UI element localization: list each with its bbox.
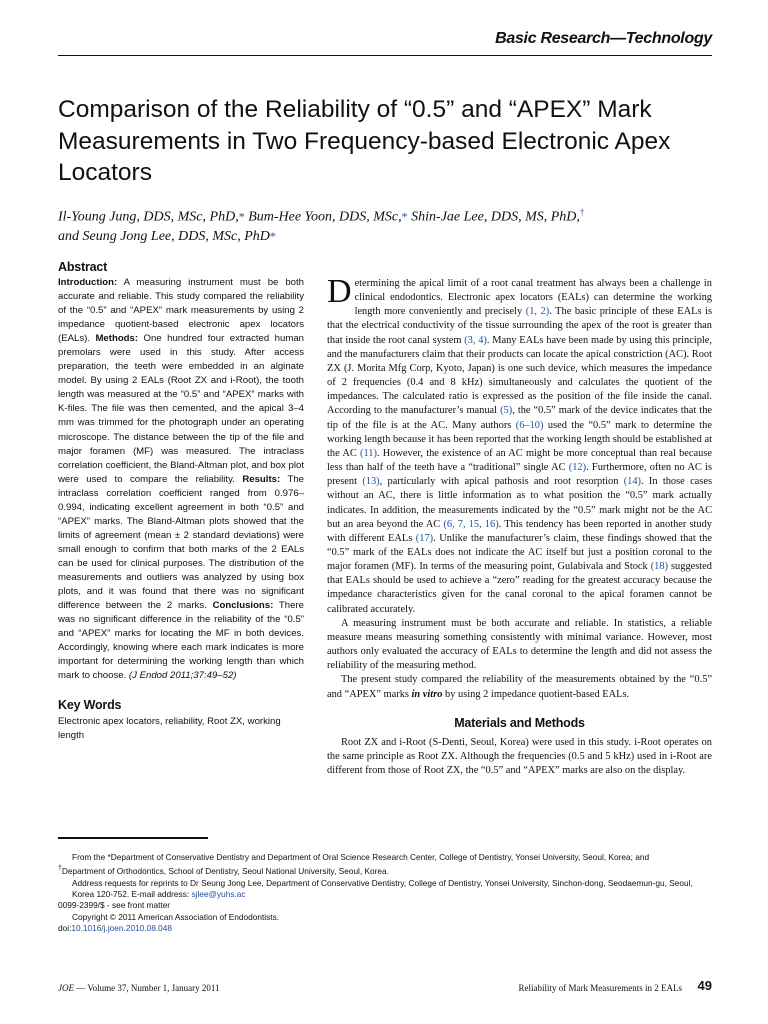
page-number: 49 (697, 978, 712, 993)
abstract-intro-label: Introduction: (58, 277, 118, 288)
drop-cap: D (327, 273, 352, 310)
abstract-results-label: Results: (242, 473, 281, 485)
abstract-methods: One hundred four extracted human premolars were used in this study. After access preparation, the teeth were embedded in an alginate model. By using 2 EALs (Root ZX and i-Root), the tooth length was measured at the “0.5” and “APEX” marks with K-files. The file was then cemented, and the apical 3–4 mm was trimmed for the photograph under an operating microscope. The distance between the tip of the file and major foramen (MF) was measured. The intraclass correlation coefficient, the Bland-Altman plot, and box plot were used to compare the reliability. (58, 333, 304, 485)
footnotes (58, 852, 714, 935)
footnote-affiliation: From the *Department of Conservative Dentistry and Department of Oral Science Research Center, College of Dentistry, Yonsei University, Seoul, Korea; and (72, 852, 650, 862)
body-text: suggested that EALs should be used to achieve a “zero” reading for the greatest accuracy because the impedance characteristics given for the canal coronal to the apical foramen cannot be calibrated accurately. (327, 561, 712, 615)
body-text: by using 2 impedance quotient-based EALs. (442, 688, 630, 700)
reference-link[interactable]: (14) (623, 476, 641, 488)
author-name: Shin-Jae Lee, DDS, MS, PhD, (407, 209, 580, 225)
reference-link[interactable]: (11) (359, 447, 377, 459)
reference-link[interactable]: (6–10) (515, 419, 544, 431)
abstract-results: The intraclass correlation coefficient ranged from 0.976–0.994, indicating excellent agreement in both “0.5” and “APEX” marks. The Bland-Altman plots showed that the limits of agreement (mean ± 2 standard deviations) were small enough to confirm that both marks of the 2 EALs can be used for clinical purposes. The distribution of the measurements and outliers was analyzed by using box plots, and it was found that there was no significant difference between the 2 marks. (58, 473, 304, 612)
body-text: . However, the existence of an AC might be more conceptual than real because less than half of the teeth have a “traditional” single AC (327, 447, 712, 474)
journal-abbrev: JOE (58, 983, 74, 993)
section-header (58, 28, 712, 56)
page-footer (58, 978, 712, 998)
footnote-affiliation-2 (58, 863, 714, 877)
abstract-methods-label: Methods: (95, 333, 139, 345)
affiliation-link[interactable]: † (579, 207, 585, 217)
body-text: The present study compared the reliability of the measurements obtained by the “0.5” and “APEX” marks (327, 674, 712, 700)
aim-paragraph (327, 673, 712, 701)
reference-link[interactable]: (5) (500, 405, 513, 417)
footnote-rule (58, 837, 208, 839)
section-label: Basic Research—Technology (495, 30, 712, 47)
abstract-citation: (J Endod 2011;37:49–52) (128, 670, 237, 682)
footer-journal (58, 983, 220, 993)
body-text: , particularly with apical pathosis and root resorption (379, 476, 624, 488)
author-name: Bum-Hee Yoon, DDS, MSc, (244, 209, 402, 225)
reference-link[interactable]: (12) (568, 462, 587, 474)
reference-link[interactable]: (1, 2) (525, 306, 550, 318)
methods-heading: Materials and Methods (454, 715, 585, 730)
author-list (58, 203, 718, 246)
reliability-paragraph: A measuring instrument must be both accurate and reliable. In statistics, a reliable measure means measuring something consistently with minimal variance. However, most authors only evaluated the accuracy of EALs to determine the length and did not assess the reliability of the measuring method. (327, 617, 712, 672)
abstract-column (58, 260, 304, 743)
footnote-doi (58, 923, 714, 934)
keywords-heading: Key Words (58, 698, 122, 713)
affiliation-link[interactable]: * (269, 228, 276, 243)
running-title: Reliability of Mark Measurements in 2 EALs (518, 983, 682, 993)
body-text: etermining the apical limit of a root canal treatment has always been a challenge in clinical endodontics. Electronic apex locators (EALs) can determine the working length more conveniently and precisely (354, 278, 712, 318)
footnote-text: Department of Orthodontics, School of Dentistry, Seoul National University, Seoul, Korea. (61, 866, 389, 877)
journal-issue: — Volume 37, Number 1, January 2011 (74, 983, 220, 993)
footnote-issn: 0099-2399/$ - see front matter (58, 900, 171, 911)
abstract-heading: Abstract (58, 260, 108, 274)
abstract-conclusions-label: Conclusions: (212, 600, 274, 612)
body-text: . In those cases without an AC, there is little information as to what position the “0.5” mark actually indicates. In addition, the measurements indicated by the “0.5” mark might not be the AC but an area beyond the AC (327, 476, 712, 530)
author-name: and Seung Jong Lee, DDS, MSc, PhD (58, 228, 270, 244)
reference-link[interactable]: (17) (415, 532, 434, 544)
methods-paragraph: Root ZX and i-Root (S-Denti, Seoul, Korea) were used in this study. i-Root operates on the same principle as Root ZX. Although the frequencies (0.5 and 5 kHz) used in i-Root are different from those of Root ZX, the “0.5” and “APEX” marks are also on the display. (327, 736, 712, 776)
footnote-copyright: Copyright © 2011 American Association of Endodontists. (72, 911, 280, 922)
reference-link[interactable]: (13) (362, 476, 380, 488)
footnote-text: Address requests for reprints to Dr Seung Jong Lee, Department of Conservative Dentistry, College of Dentistry, Yonsei University, Sinchon-dong, Seodaemun-gu, Seoul, Korea 120-752. E-mail address: (72, 877, 693, 899)
email-link[interactable]: sjlee@yuhs.ac (191, 888, 246, 899)
keywords-text: Electronic apex locators, reliability, Root ZX, working length (58, 716, 281, 742)
article-title: Comparison of the Reliability of “0.5” and “APEX” Mark Measurements in Two Frequency-based Electronic Apex Locators (58, 96, 671, 186)
body-text: . This tendency has been reported in another study with different EALs (327, 518, 713, 544)
footnote-address (58, 878, 714, 901)
reference-link[interactable]: (3, 4) (464, 334, 487, 346)
emphasis-text: in vitro (411, 688, 443, 700)
body-text: . The basic principle of these EALs is that the electrical conductivity of the tissue surrounding the apex of the root is greater than that inside the root canal system (327, 306, 712, 346)
doi-label: doi: (58, 923, 72, 934)
body-column (327, 273, 713, 778)
reference-link[interactable]: (6, 7, 15, 16) (443, 518, 499, 530)
intro-paragraph (327, 273, 713, 617)
dagger-mark: † (58, 865, 62, 873)
abstract-intro: A measuring instrument must be both accurate and reliable. This study compared the reliability of the “0.5” and “APEX” mark measurements by using 2 impedance quotient-based electronic apex locators (EALs). (58, 277, 304, 345)
body-text: , the “0.5” mark of the device indicates that the tip of the file is at the AC. Many authors (327, 405, 713, 431)
reference-link[interactable]: (18) (650, 561, 669, 573)
author-name: Il-Young Jung, DDS, MSc, PhD, (58, 209, 239, 225)
abstract-text (58, 276, 304, 683)
affiliation-link[interactable]: * (401, 209, 408, 224)
body-text: used the “0.5” mark to determine the working length because it has been reported that the working length should be established at the AC (327, 419, 712, 459)
doi-link[interactable]: 10.1016/j.joen.2010.08.048 (71, 923, 172, 934)
abstract-conclusions: There was no significant difference in the reliability of the “0.5” and “APEX” marks for locating the MF in both devices. Accordingly, knowing where each mark indicates is more important for determining the working length than which mark to choose. (58, 600, 304, 682)
affiliation-link[interactable]: * (238, 209, 245, 224)
body-text: . Unlike the manufacturer’s claim, these findings showed that the “0.5” mark of the EALs does not indicate the AC itself but just a position coronal to the major foramen (MF). In terms of the measuring point, Gulabivala and Stock (327, 532, 712, 573)
body-text: . Many EALs have been made by using this principle, and the manufacturers claim that their products can locate the apical constriction (AC). Root ZX (J. Morita Mfg Corp, Kyoto, Japan) is one such device, which measures the impedance of 2 frequencies (0.4 and 8 kHz) simultaneously and calculates the quotient of the impedances. The calculated ratio is expressed as the position of the file inside the canal. According to the manufacturer’s manual (327, 334, 712, 417)
body-text: . Furthermore, often no AC is present (327, 462, 712, 488)
